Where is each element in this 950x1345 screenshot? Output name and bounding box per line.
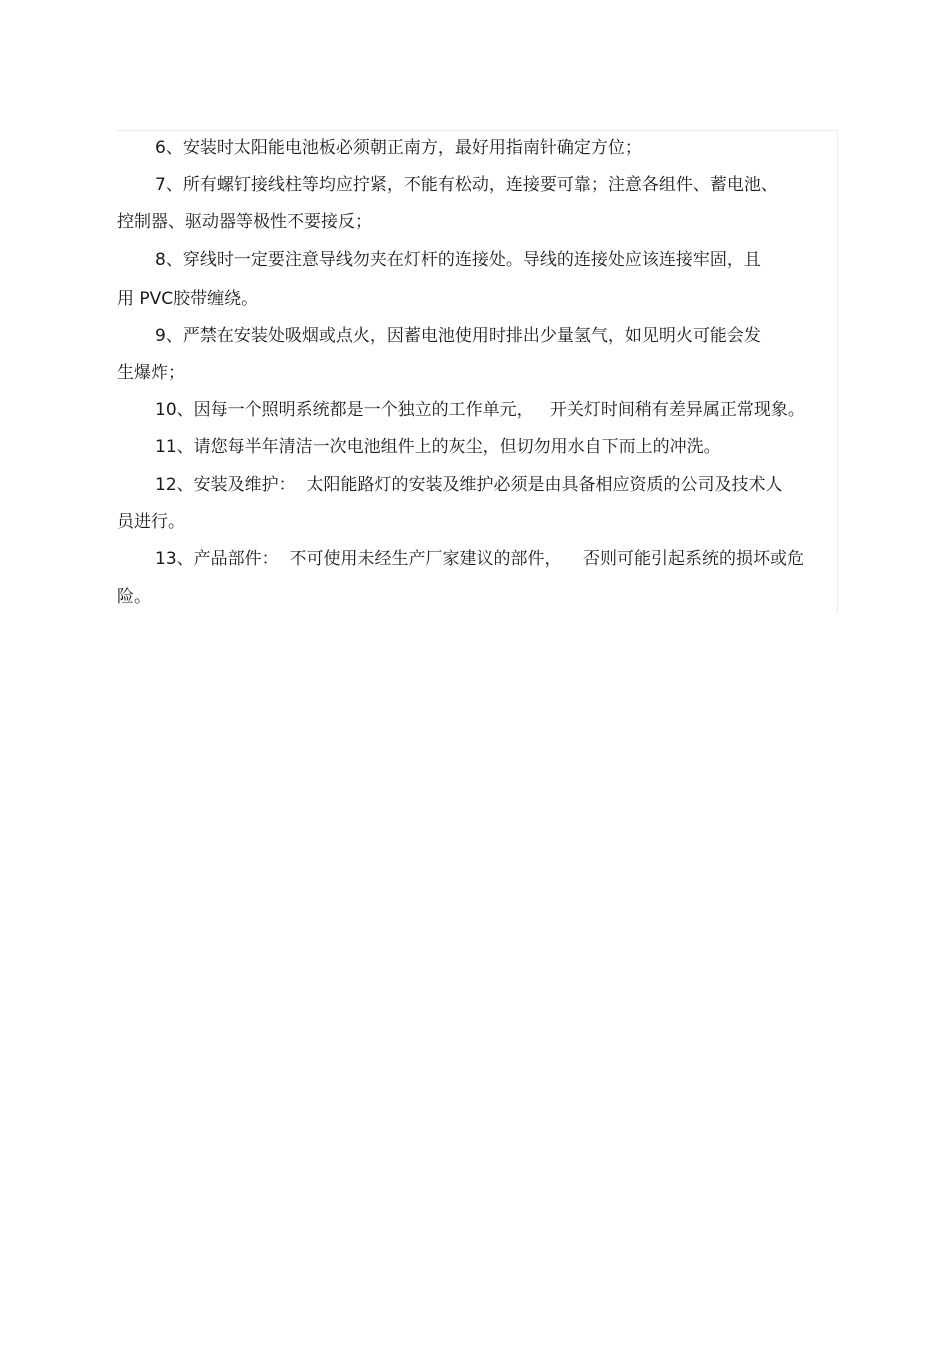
- item-13-line-2: 险。: [117, 587, 151, 607]
- item-6-line-1: 6、安装时太阳能电池板必须朝正南方，最好用指南针确定方位；: [155, 138, 642, 158]
- item-12-line-1: 12、安装及维护： 太阳能路灯的安装及维护必须是由具备相应资质的公司及技术人: [155, 475, 783, 495]
- item-9-line-2: 生爆炸；: [117, 363, 185, 383]
- item-9-line-1: 9、严禁在安装处吸烟或点火，因蓄电池使用时排出少量氢气，如见明火可能会发: [155, 326, 761, 346]
- item-7-line-2: 控制器、驱动器等极性不要接反；: [117, 212, 372, 232]
- item-11-line-1: 11、请您每半年清洁一次电池组件上的灰尘，但切勿用水自下而上的冲洗。: [155, 437, 721, 457]
- item-7-line-1: 7、所有螺钉接线柱等均应拧紧，不能有松动，连接要可靠；注意各组件、蓄电池、: [155, 175, 778, 195]
- item-10-line-1: 10、因每一个照明系统都是一个独立的工作单元， 开关灯时间稍有差异属正常现象。: [155, 400, 805, 420]
- item-8-line-1: 8、穿线时一定要注意导线勿夹在灯杆的连接处。导线的连接处应该连接牢固，且: [155, 250, 761, 270]
- item-12-line-2: 员进行。: [117, 512, 185, 532]
- document-text-block: [116, 130, 838, 614]
- item-13-line-1: 13、产品部件： 不可使用未经生产厂家建议的部件， 否则可能引起系统的损坏或危: [155, 549, 805, 569]
- item-8-line-2: 用 PVC胶带缠绕。: [117, 289, 259, 309]
